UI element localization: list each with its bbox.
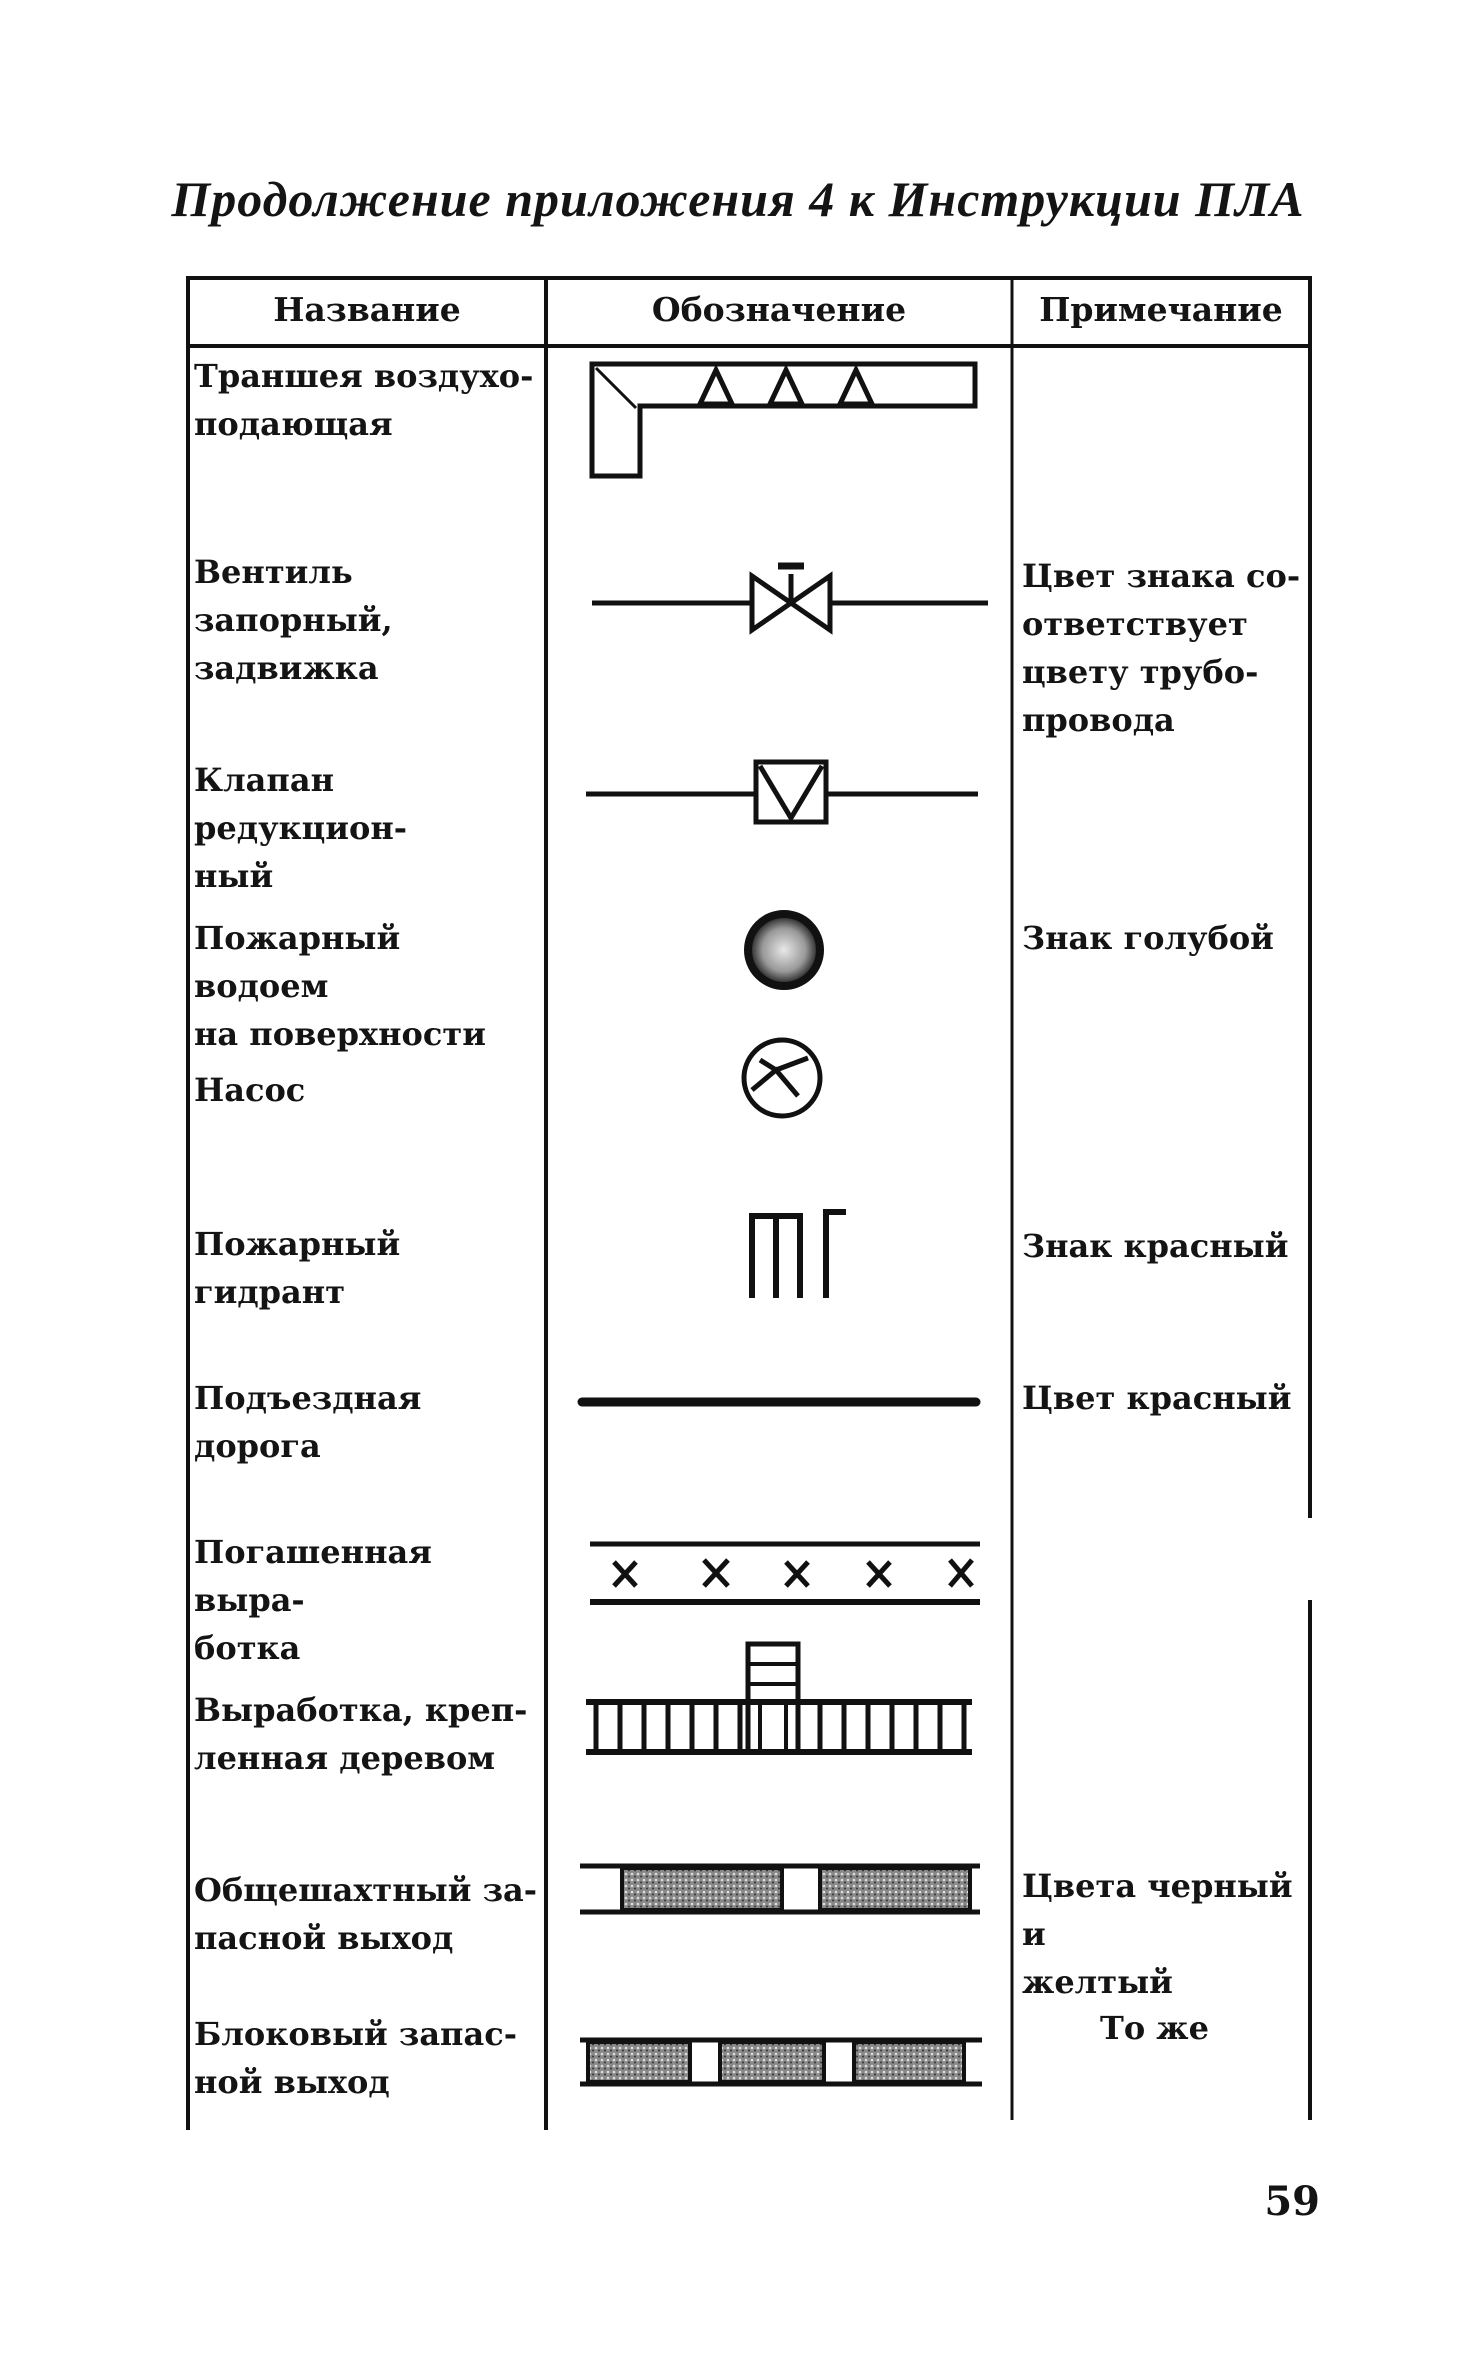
- row-name: Погашенная выра- ботка: [194, 1533, 432, 1667]
- row-name: Блоковый запас- ной выход: [194, 2015, 517, 2101]
- pump-symbol: [744, 1040, 820, 1116]
- fire-hydrant-symbol: [752, 1212, 846, 1298]
- mine-emergency-exit-symbol: [580, 1866, 980, 1912]
- row-name: Насос: [194, 1071, 306, 1109]
- shutoff-valve-symbol: [592, 566, 988, 630]
- row-note: Знак красный: [1022, 1227, 1289, 1265]
- column-header-name: Название: [273, 290, 461, 329]
- fire-reservoir-symbol: [748, 914, 820, 986]
- row-name: Вентиль запорный, задвижка: [194, 553, 393, 687]
- column-header-symbol: Обозначение: [651, 290, 907, 329]
- page-header: Продолжение приложения 4 к Инструкции ПЛА: [171, 171, 1305, 227]
- timber-supported-working-symbol: [586, 1644, 972, 1752]
- row-note: Знак голубой: [1022, 919, 1274, 957]
- page-number: 59: [1264, 2178, 1320, 2225]
- row-name: Траншея воздухо- подающая: [194, 357, 534, 443]
- closed-working-symbol: [590, 1544, 980, 1602]
- row-name: Клапан редукцион- ный: [194, 761, 408, 895]
- row-note: Цвета черный и желтый: [1022, 1867, 1293, 2001]
- row-note: Цвет знака со- ответствует цвету трубо- провода: [1022, 557, 1301, 739]
- column-header-note: Примечание: [1039, 290, 1283, 329]
- row-name: Выработка, креп- ленная деревом: [194, 1691, 528, 1777]
- row-name: Общешахтный за- пасной выход: [194, 1871, 538, 1957]
- row-name: Пожарный гидрант: [194, 1225, 401, 1311]
- row-name: Подъездная дорога: [194, 1379, 422, 1465]
- block-emergency-exit-symbol: [580, 2040, 982, 2084]
- row-note: Цвет красный: [1022, 1379, 1292, 1417]
- row-note: То же: [1100, 2009, 1209, 2047]
- air-supply-trench-symbol: [592, 364, 975, 476]
- row-name: Пожарный водоем на поверхности: [194, 919, 486, 1053]
- reducing-valve-symbol: [586, 762, 978, 822]
